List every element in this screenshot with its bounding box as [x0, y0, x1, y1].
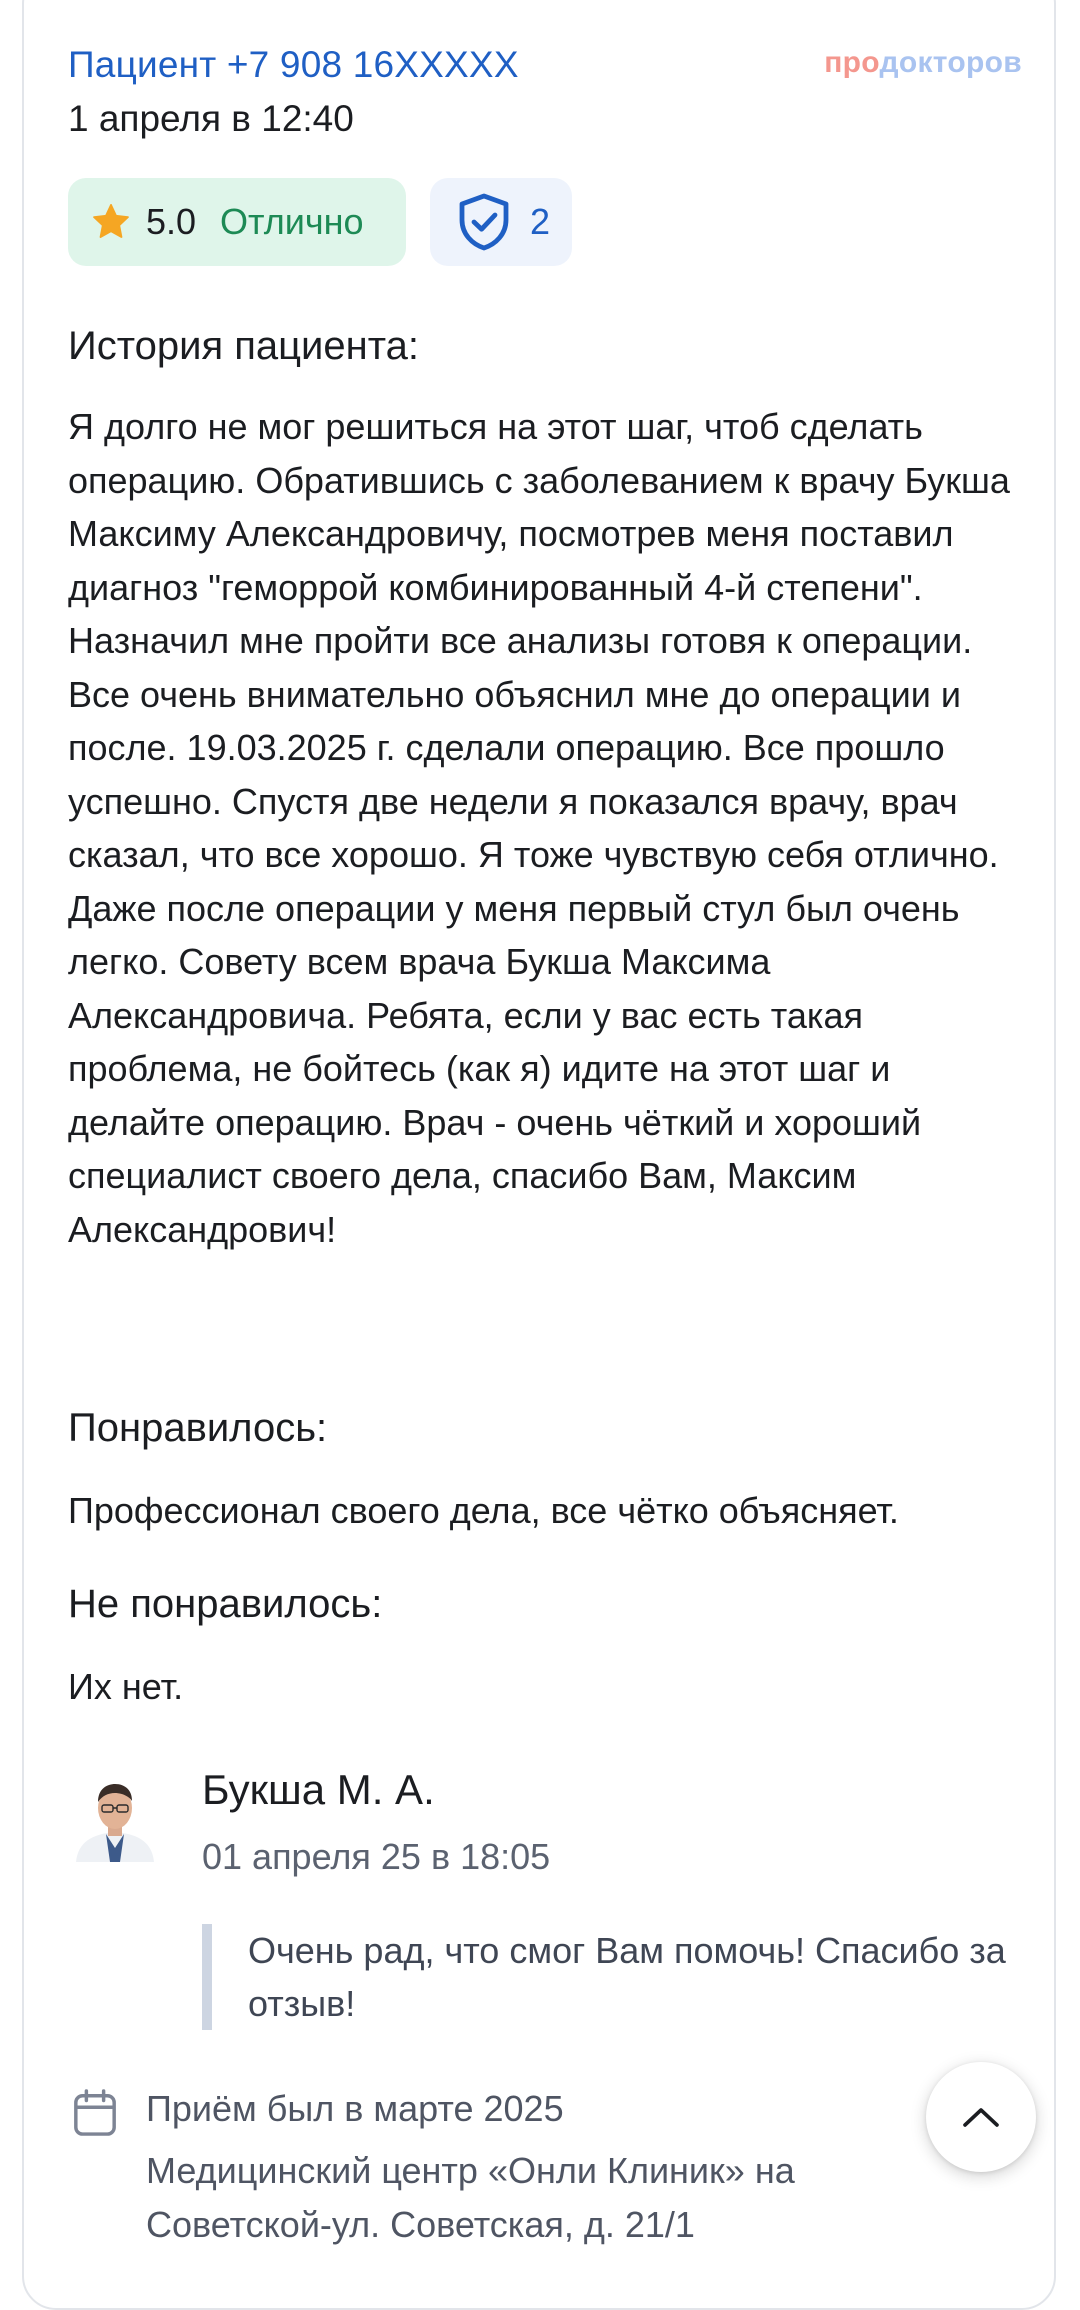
prodoctorov-logo [824, 46, 1022, 80]
chevron-up-icon [961, 2105, 1001, 2129]
star-icon [90, 201, 132, 243]
doctor-reply-date: 01 апреля 25 в 18:05 [202, 1836, 551, 1877]
doctor-name[interactable]: Букша М. А. [202, 1766, 435, 1813]
rating-badge [68, 178, 406, 266]
visit-info [68, 2080, 948, 2280]
calendar-icon [72, 2088, 118, 2138]
liked-text: Профессионал своего дела, все чётко объясняет. [68, 1490, 899, 1531]
verified-badge[interactable] [430, 178, 572, 266]
review-date: 1 апреля в 12:40 [68, 98, 354, 139]
rating-label: Отлично [220, 201, 364, 242]
doctor-avatar[interactable] [68, 1768, 162, 1862]
clinic-link[interactable]: Медицинский центр «Онли Клиник» на Советской-ул. Советская, д. 21/1 [146, 2150, 795, 2245]
disliked-text: Их нет. [68, 1666, 184, 1707]
scroll-to-top-button[interactable] [926, 2062, 1036, 2172]
doctor-reply-text: Очень рад, что смог Вам помочь! Спасибо за отзыв! [202, 1924, 1008, 2030]
liked-title: Понравилось: [68, 1406, 328, 1450]
logo-part-pro: про [824, 46, 880, 79]
story-title: История пациента: [68, 324, 419, 368]
verified-count: 2 [530, 201, 551, 242]
review-badges [68, 178, 572, 266]
disliked-title: Не понравилось: [68, 1582, 383, 1626]
logo-part-doktorov: докторов [879, 46, 1022, 79]
visit-date: Приём был в марте 2025 [146, 2088, 564, 2129]
review-header [68, 40, 1022, 150]
patient-name-link[interactable]: Пациент +7 908 16XXXXX [68, 44, 519, 85]
rating-score: 5.0 [146, 201, 197, 242]
story-text: Я долго не мог решиться на этот шаг, чтоб сделать операцию. Обратившись с заболеванием к врачу Букша Максиму Александровичу, посмотрев меня поставил диагноз "геморрой комбинированный 4-й степени". Назначил мне пройти все анализы готовя к операции. Все очень внимательно объяснил мне до операции и после. 19.03.2025 г. сделали операцию. Все прошло успешно. Спустя две недели я показался врачу, врач сказал, что все хорошо. Я тоже чувствую себя отлично. Даже после операции у меня первый стул был очень легко. Совету всем врача Букша Максима Александровича. Ребята, если у вас есть такая проблема, не бойтесь (как я) идите на этот шаг и делайте операцию. Врач - очень чёткий и хороший специалист своего дела, спасибо Вам, Максим Александрович! [68, 406, 1010, 1250]
shield-check-icon [456, 192, 512, 252]
